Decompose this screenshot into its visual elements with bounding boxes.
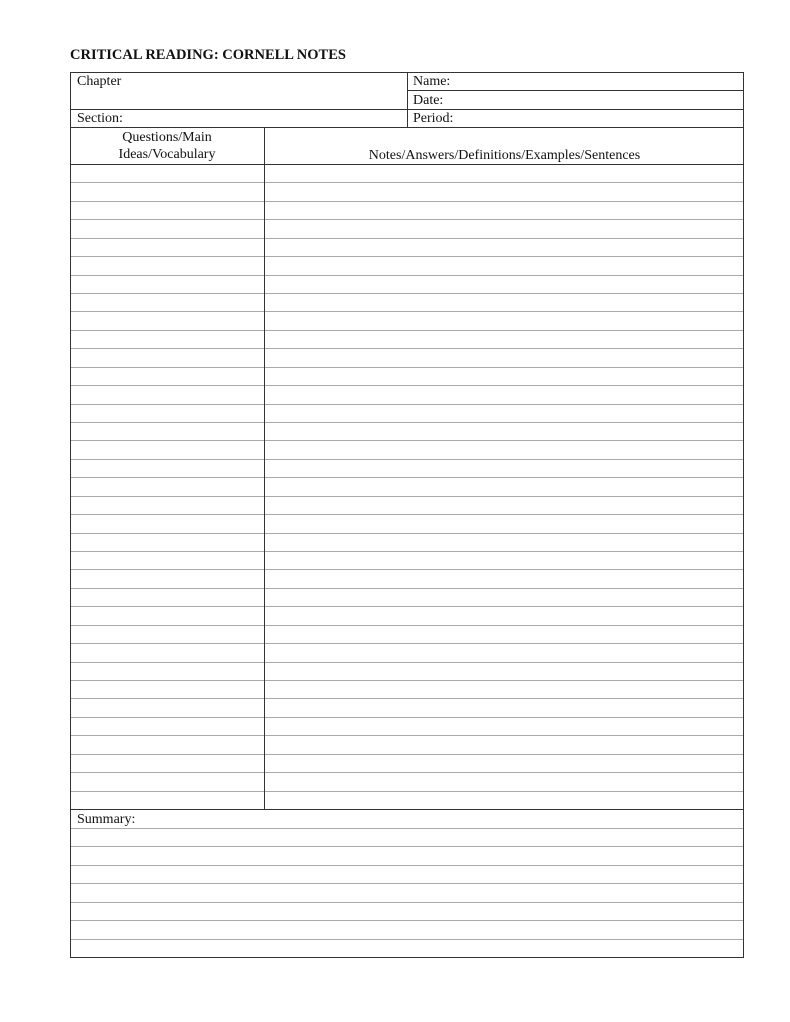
divider <box>70 164 744 165</box>
note-line[interactable] <box>71 182 264 183</box>
note-line[interactable] <box>265 791 743 792</box>
note-line[interactable] <box>265 662 743 663</box>
note-line[interactable] <box>265 625 743 626</box>
note-line[interactable] <box>71 717 264 718</box>
note-line[interactable] <box>265 754 743 755</box>
summary-line[interactable] <box>71 920 743 921</box>
questions-column-header: Questions/Main Ideas/Vocabulary <box>118 130 216 162</box>
note-line[interactable] <box>71 293 264 294</box>
period-field[interactable]: Period: <box>413 111 454 126</box>
note-line[interactable] <box>265 514 743 515</box>
note-line[interactable] <box>265 477 743 478</box>
note-line[interactable] <box>265 219 743 220</box>
note-line[interactable] <box>265 275 743 276</box>
note-line[interactable] <box>71 367 264 368</box>
note-line[interactable] <box>71 348 264 349</box>
summary-line[interactable] <box>71 828 743 829</box>
note-line[interactable] <box>71 440 264 441</box>
section-field[interactable]: Section: <box>77 111 123 126</box>
divider <box>70 809 744 810</box>
note-line[interactable] <box>71 496 264 497</box>
note-line[interactable] <box>265 551 743 552</box>
note-line[interactable] <box>71 533 264 534</box>
note-line[interactable] <box>71 735 264 736</box>
note-line[interactable] <box>265 772 743 773</box>
note-line[interactable] <box>265 311 743 312</box>
note-line[interactable] <box>265 256 743 257</box>
note-line[interactable] <box>71 422 264 423</box>
note-line[interactable] <box>71 625 264 626</box>
note-line[interactable] <box>71 256 264 257</box>
note-line[interactable] <box>71 385 264 386</box>
note-line[interactable] <box>71 275 264 276</box>
note-line[interactable] <box>265 348 743 349</box>
note-line[interactable] <box>71 238 264 239</box>
note-line[interactable] <box>265 643 743 644</box>
name-field[interactable]: Name: <box>413 74 451 89</box>
note-line[interactable] <box>71 606 264 607</box>
note-line[interactable] <box>265 588 743 589</box>
note-line[interactable] <box>71 330 264 331</box>
summary-label: Summary: <box>77 812 136 827</box>
note-line[interactable] <box>265 238 743 239</box>
note-line[interactable] <box>265 569 743 570</box>
note-line[interactable] <box>265 182 743 183</box>
note-line[interactable] <box>265 459 743 460</box>
note-line[interactable] <box>71 772 264 773</box>
note-line[interactable] <box>265 404 743 405</box>
note-line[interactable] <box>265 680 743 681</box>
note-line[interactable] <box>71 219 264 220</box>
note-line[interactable] <box>265 385 743 386</box>
summary-line[interactable] <box>71 902 743 903</box>
note-line[interactable] <box>265 735 743 736</box>
summary-line[interactable] <box>71 865 743 866</box>
note-line[interactable] <box>71 404 264 405</box>
note-line[interactable] <box>265 440 743 441</box>
note-line[interactable] <box>71 569 264 570</box>
note-line[interactable] <box>265 717 743 718</box>
date-field[interactable]: Date: <box>413 93 444 108</box>
note-line[interactable] <box>265 698 743 699</box>
note-line[interactable] <box>71 662 264 663</box>
note-line[interactable] <box>71 698 264 699</box>
note-line[interactable] <box>71 459 264 460</box>
note-line[interactable] <box>71 514 264 515</box>
divider <box>407 72 408 127</box>
note-line[interactable] <box>265 367 743 368</box>
divider <box>407 90 744 91</box>
chapter-field[interactable]: Chapter <box>77 74 122 89</box>
note-line[interactable] <box>71 643 264 644</box>
note-line[interactable] <box>265 496 743 497</box>
divider <box>70 127 744 128</box>
note-line[interactable] <box>71 791 264 792</box>
column-divider <box>264 127 265 809</box>
note-line[interactable] <box>71 201 264 202</box>
note-line[interactable] <box>265 293 743 294</box>
page-title: CRITICAL READING: CORNELL NOTES <box>70 47 346 63</box>
note-line[interactable] <box>71 680 264 681</box>
note-line[interactable] <box>71 311 264 312</box>
summary-line[interactable] <box>71 939 743 940</box>
summary-line[interactable] <box>71 883 743 884</box>
note-line[interactable] <box>265 201 743 202</box>
note-line[interactable] <box>265 422 743 423</box>
note-line[interactable] <box>71 551 264 552</box>
notes-column-header: Notes/Answers/Definitions/Examples/Sentences <box>368 148 641 163</box>
summary-line[interactable] <box>71 846 743 847</box>
note-line[interactable] <box>265 330 743 331</box>
note-line[interactable] <box>71 588 264 589</box>
note-line[interactable] <box>71 754 264 755</box>
note-line[interactable] <box>71 477 264 478</box>
note-line[interactable] <box>265 606 743 607</box>
note-line[interactable] <box>265 533 743 534</box>
